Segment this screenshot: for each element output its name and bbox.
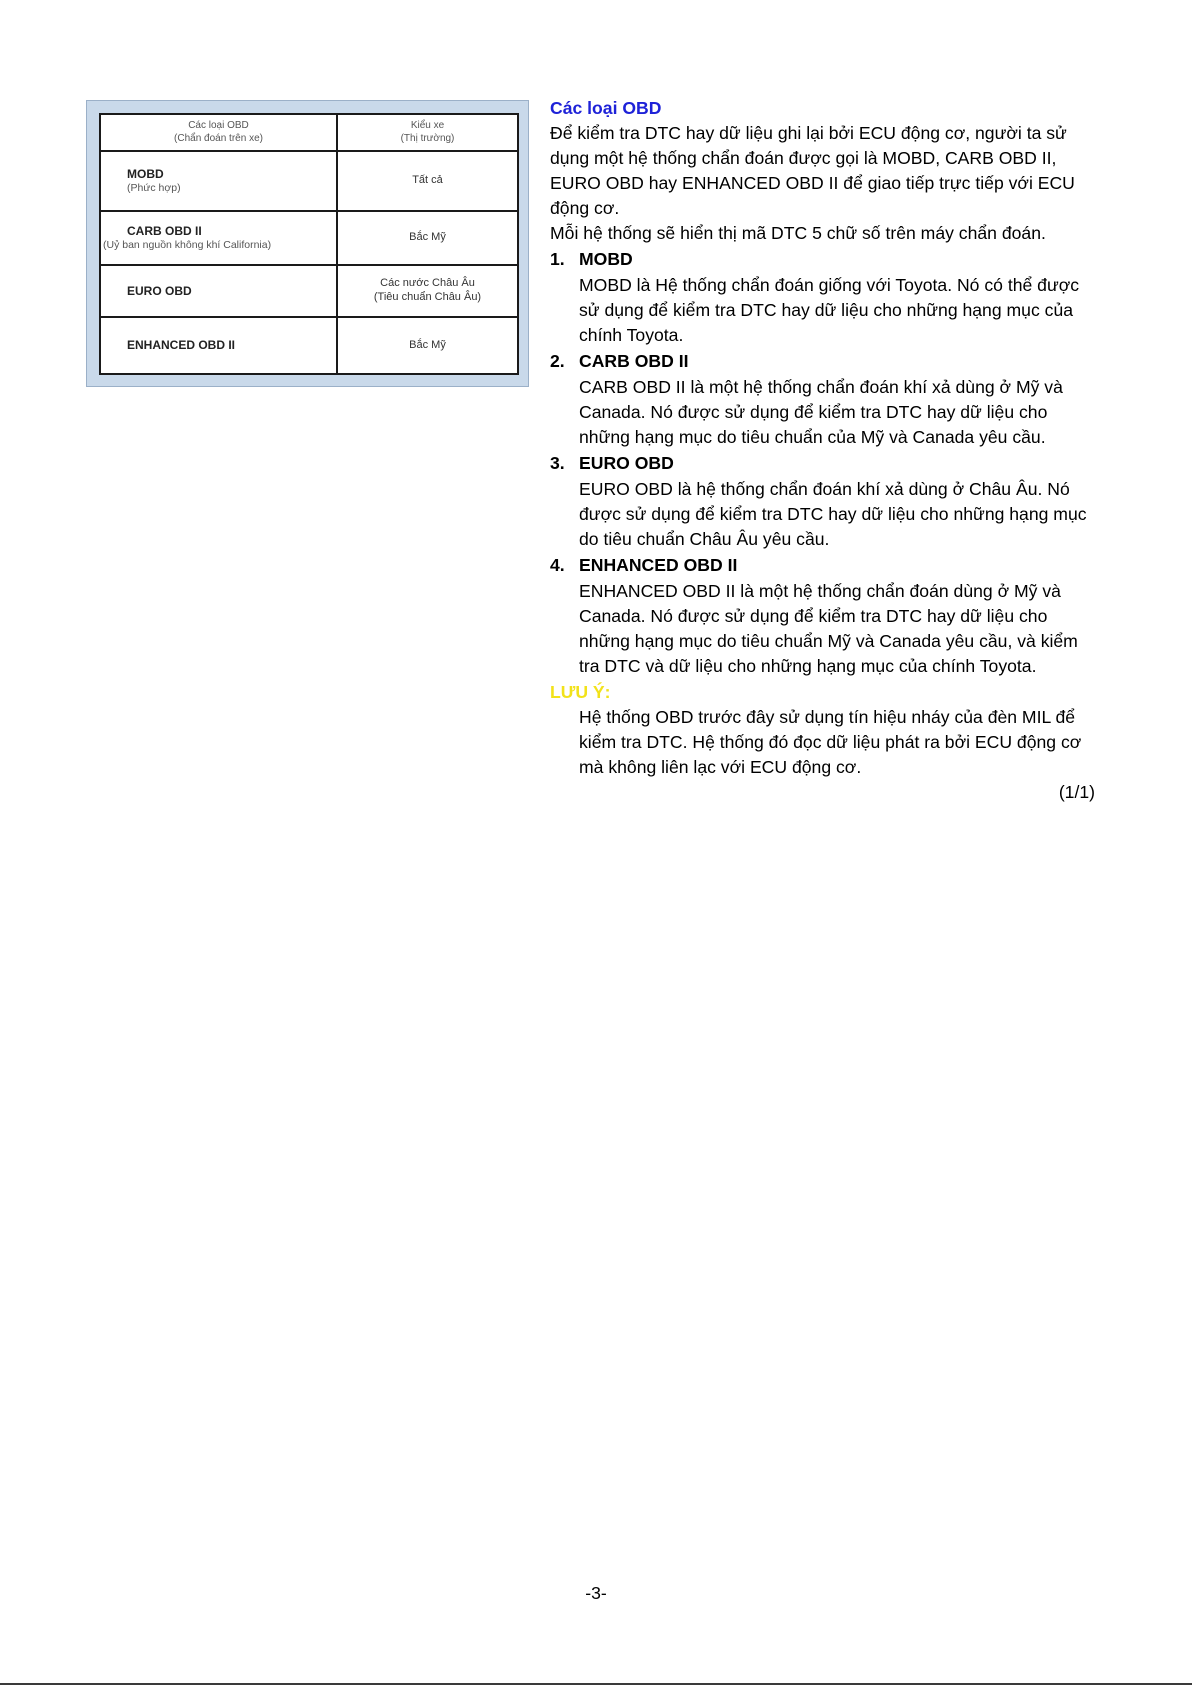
list-item-number: 3. <box>550 453 565 473</box>
header-obd-types-line1: Các loại OBD <box>188 120 249 131</box>
list-item-number: 2. <box>550 351 565 371</box>
intro-paragraph: Để kiểm tra DTC hay dữ liệu ghi lại bởi ECU động cơ, người ta sử dụng một hệ thống chẩn đoán được gọi là MOBD, CARB OBD II, EURO OBD hay ENHANCED OBD II để giao tiếp trực tiếp với ECU động cơ. <box>550 123 1075 218</box>
market-cell <box>337 317 518 374</box>
market-text: Bắc Mỹ <box>409 231 446 244</box>
obd-type-sub: (Phức hợp) <box>127 181 181 194</box>
market-cell <box>337 265 518 317</box>
table-header-row <box>100 114 518 151</box>
note-body: Hệ thống OBD trước đây sử dụng tín hiệu nháy của đèn MIL để kiểm tra DTC. Hệ thống đó đọc dữ liệu phát ra bởi ECU động cơ mà không liên lạc với ECU động cơ. <box>579 707 1082 777</box>
obd-type-name: CARB OBD II <box>127 223 202 238</box>
table-row <box>100 317 518 374</box>
obd-types-table <box>99 113 519 375</box>
list-item-number: 1. <box>550 249 565 269</box>
list-item-title-text: EURO OBD <box>579 453 674 473</box>
content-column <box>550 96 1095 805</box>
list-item-title-text: ENHANCED OBD II <box>579 555 738 575</box>
list-item-title <box>550 246 1095 273</box>
market-text: Các nước Châu Âu <box>380 277 475 290</box>
list-item-body: EURO OBD là hệ thống chẩn đoán khí xả dùng ở Châu Âu. Nó được sử dụng để kiểm tra DTC hay dữ liệu cho những hạng mục do tiêu chuẩn Châu Âu yêu cầu. <box>579 479 1087 549</box>
obd-type-name: EURO OBD <box>127 283 192 298</box>
list-item-title <box>550 348 1095 375</box>
list-item-body: CARB OBD II là một hệ thống chẩn đoán khí xả dùng ở Mỹ và Canada. Nó được sử dụng để kiểm tra DTC hay dữ liệu cho những hạng mục do tiêu chuẩn của Mỹ và Canada yêu cầu. <box>579 377 1063 447</box>
page-number: -3- <box>585 1583 607 1603</box>
obd-type-cell <box>100 265 337 317</box>
obd-types-figure <box>86 100 529 387</box>
list-item-body: ENHANCED OBD II là một hệ thống chẩn đoán dùng ở Mỹ và Canada. Nó được sử dụng để kiểm tra DTC hay dữ liệu cho những hạng mục do tiêu chuẩn Mỹ và Canada yêu cầu, và kiểm tra DTC và dữ liệu cho những hạng mục của chính Toyota. <box>579 581 1078 676</box>
page-reference: (1/1) <box>1058 782 1095 802</box>
section-heading: Các loại OBD <box>550 98 662 118</box>
market-text: Tất cả <box>412 174 443 187</box>
obd-type-cell <box>100 151 337 211</box>
header-obd-types <box>100 114 337 151</box>
table-row <box>100 265 518 317</box>
obd-type-name: MOBD <box>127 166 164 181</box>
table-row <box>100 211 518 265</box>
list-item-title-text: CARB OBD II <box>579 351 689 371</box>
note-label: LƯU Ý: <box>550 682 611 702</box>
list-item-title <box>550 450 1095 477</box>
header-vehicle-type <box>337 114 518 151</box>
list-item-body: MOBD là Hệ thống chẩn đoán giống với Toyota. Nó có thể được sử dụng để kiểm tra DTC hay dữ liệu cho những hạng mục của chính Toyota. <box>579 275 1080 345</box>
obd-type-cell <box>100 211 337 265</box>
table-row <box>100 151 518 211</box>
list-item-title-text: MOBD <box>579 249 633 269</box>
header-vehicle-type-line2: (Thị trường) <box>400 132 455 144</box>
header-vehicle-type-line1: Kiểu xe <box>410 120 445 131</box>
header-obd-types-line2: (Chẩn đoán trên xe) <box>174 132 263 144</box>
list-item-title <box>550 552 1095 579</box>
market-cell <box>337 211 518 265</box>
market-cell <box>337 151 518 211</box>
obd-type-sub: (Uỷ ban nguồn không khí California) <box>103 238 272 251</box>
intro-paragraph-2: Mỗi hệ thống sẽ hiển thị mã DTC 5 chữ số trên máy chẩn đoán. <box>550 223 1046 243</box>
market-subtext: (Tiêu chuẩn Châu Âu) <box>373 291 482 303</box>
list-item-number: 4. <box>550 555 565 575</box>
market-text: Bắc Mỹ <box>409 338 446 351</box>
obd-type-name: ENHANCED OBD II <box>127 338 236 352</box>
obd-type-cell <box>100 317 337 374</box>
